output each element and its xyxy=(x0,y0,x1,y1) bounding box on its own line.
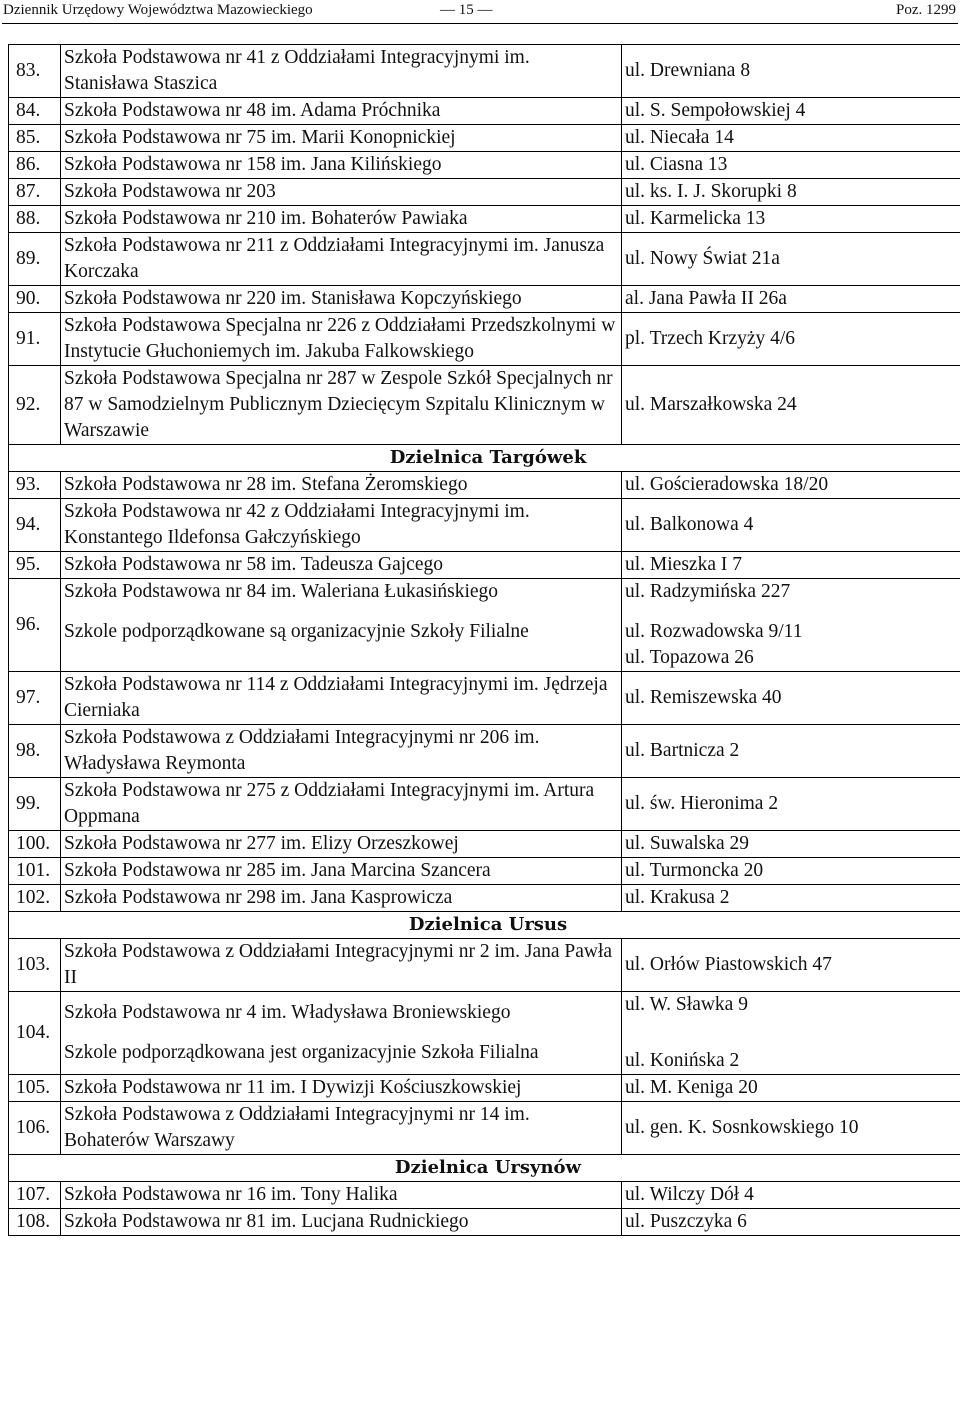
school-address: al. Jana Pawła II 26a xyxy=(622,286,960,313)
school-name: Szkoła Podstawowa Specjalna nr 287 w Zespole Szkół Specjalnych nr 87 w Samodzielnym Publicznym Dziecięcym Szpitalu Klinicznym w Warszawie xyxy=(61,366,622,445)
school-address: ul. S. Sempołowskiej 4 xyxy=(622,98,960,125)
address-line: ul. Rozwadowska 9/11 xyxy=(625,621,803,642)
table-row xyxy=(9,778,960,831)
row-number: 93. xyxy=(9,472,61,499)
school-name: Szkoła Podstawowa nr 220 im. Stanisława Kopczyńskiego xyxy=(61,286,622,313)
row-number: 100. xyxy=(9,831,61,858)
school-name: Szkoła Podstawowa nr 81 im. Lucjana Rudnickiego xyxy=(61,1209,622,1236)
table-row xyxy=(9,1182,960,1209)
row-number: 89. xyxy=(9,233,61,286)
row-number: 99. xyxy=(9,778,61,831)
row-number: 97. xyxy=(9,672,61,725)
table-row xyxy=(9,672,960,725)
table-row xyxy=(9,552,960,579)
table-row xyxy=(9,286,960,313)
table-row xyxy=(9,1075,960,1102)
table-row xyxy=(9,45,960,98)
school-note: Szkole podporządkowane są organizacyjnie Szkoły Filialne xyxy=(64,621,529,642)
row-number: 96. xyxy=(9,579,61,672)
district-header-row xyxy=(9,445,960,472)
school-name-line: Szkoła Podstawowa nr 4 im. Władysława Broniewskiego xyxy=(64,1002,511,1023)
table-row xyxy=(9,1209,960,1236)
school-name: Szkoła Podstawowa nr 16 im. Tony Halika xyxy=(61,1182,622,1209)
table-row xyxy=(9,233,960,286)
row-number: 94. xyxy=(9,499,61,552)
district-header-row xyxy=(9,1155,960,1182)
school-name: Szkoła Podstawowa nr 285 im. Jana Marcina Szancera xyxy=(61,858,622,885)
row-number: 95. xyxy=(9,552,61,579)
row-number: 90. xyxy=(9,286,61,313)
school-address: ul. Marszałkowska 24 xyxy=(622,366,960,445)
school-name xyxy=(61,992,622,1075)
page-number: — 15 — xyxy=(440,2,493,18)
address-line: ul. Konińska 2 xyxy=(625,1050,740,1071)
journal-title: Dziennik Urzędowy Województwa Mazowieckiego xyxy=(3,2,313,18)
school-name: Szkoła Podstawowa nr 211 z Oddziałami Integracyjnymi im. Janusza Korczaka xyxy=(61,233,622,286)
school-name: Szkoła Podstawowa nr 277 im. Elizy Orzeszkowej xyxy=(61,831,622,858)
school-address: ul. Gościeradowska 18/20 xyxy=(622,472,960,499)
school-address: ul. ks. I. J. Skorupki 8 xyxy=(622,179,960,206)
school-name: Szkoła Podstawowa nr 11 im. I Dywizji Kościuszkowskiej xyxy=(61,1075,622,1102)
row-number: 101. xyxy=(9,858,61,885)
row-number: 84. xyxy=(9,98,61,125)
district-header-row xyxy=(9,912,960,939)
row-number: 85. xyxy=(9,125,61,152)
school-name: Szkoła Podstawowa nr 275 z Oddziałami Integracyjnymi im. Artura Oppmana xyxy=(61,778,622,831)
table-row xyxy=(9,858,960,885)
school-address: pl. Trzech Krzyży 4/6 xyxy=(622,313,960,366)
school-address: ul. gen. K. Sosnkowskiego 10 xyxy=(622,1102,960,1155)
district-heading: Dzielnica Ursus xyxy=(9,912,960,939)
district-heading: Dzielnica Targówek xyxy=(9,445,960,472)
school-note: Szkole podporządkowana jest organizacyjnie Szkoła Filialna xyxy=(64,1042,539,1063)
table-row xyxy=(9,831,960,858)
school-name: Szkoła Podstawowa nr 48 im. Adama Próchnika xyxy=(61,98,622,125)
school-name: Szkoła Podstawowa z Oddziałami Integracyjnymi nr 2 im. Jana Pawła II xyxy=(61,939,622,992)
school-address: ul. Karmelicka 13 xyxy=(622,206,960,233)
page-header xyxy=(0,0,960,26)
table-row xyxy=(9,152,960,179)
header-rule xyxy=(2,23,958,24)
position-number: Poz. 1299 xyxy=(896,2,956,18)
table-row xyxy=(9,992,960,1075)
school-name: Szkoła Podstawowa nr 114 z Oddziałami Integracyjnymi im. Jędrzeja Cierniaka xyxy=(61,672,622,725)
table-row xyxy=(9,939,960,992)
school-address: ul. Mieszka I 7 xyxy=(622,552,960,579)
row-number: 107. xyxy=(9,1182,61,1209)
school-address xyxy=(622,579,960,672)
table-row xyxy=(9,499,960,552)
row-number: 88. xyxy=(9,206,61,233)
table-row xyxy=(9,98,960,125)
table-row xyxy=(9,179,960,206)
row-number: 103. xyxy=(9,939,61,992)
school-address: ul. Balkonowa 4 xyxy=(622,499,960,552)
school-address: ul. Puszczyka 6 xyxy=(622,1209,960,1236)
table-row xyxy=(9,313,960,366)
school-name xyxy=(61,579,622,672)
school-address: ul. Ciasna 13 xyxy=(622,152,960,179)
school-name: Szkoła Podstawowa z Oddziałami Integracyjnymi nr 206 im. Władysława Reymonta xyxy=(61,725,622,778)
address-line: ul. Topazowa 26 xyxy=(625,647,754,668)
school-name: Szkoła Podstawowa nr 203 xyxy=(61,179,622,206)
school-address: ul. M. Keniga 20 xyxy=(622,1075,960,1102)
school-name-line: Szkoła Podstawowa nr 84 im. Waleriana Łukasińskiego xyxy=(64,581,499,602)
row-number: 83. xyxy=(9,45,61,98)
district-heading: Dzielnica Ursynów xyxy=(9,1155,960,1182)
row-number: 102. xyxy=(9,885,61,912)
school-address: ul. Niecała 14 xyxy=(622,125,960,152)
school-name: Szkoła Podstawowa Specjalna nr 226 z Oddziałami Przedszkolnymi w Instytucie Głuchoniemych im. Jakuba Falkowskiego xyxy=(61,313,622,366)
row-number: 108. xyxy=(9,1209,61,1236)
table-row xyxy=(9,1102,960,1155)
table-row xyxy=(9,125,960,152)
school-address xyxy=(622,992,960,1075)
school-address: ul. Orłów Piastowskich 47 xyxy=(622,939,960,992)
table-row xyxy=(9,885,960,912)
table-row xyxy=(9,472,960,499)
row-number: 87. xyxy=(9,179,61,206)
school-name: Szkoła Podstawowa nr 158 im. Jana Kilińskiego xyxy=(61,152,622,179)
row-number: 91. xyxy=(9,313,61,366)
row-number: 92. xyxy=(9,366,61,445)
school-name: Szkoła Podstawowa nr 210 im. Bohaterów Pawiaka xyxy=(61,206,622,233)
row-number: 86. xyxy=(9,152,61,179)
school-name: Szkoła Podstawowa nr 58 im. Tadeusza Gajcego xyxy=(61,552,622,579)
school-address: ul. Drewniana 8 xyxy=(622,45,960,98)
table-row xyxy=(9,366,960,445)
school-name: Szkoła Podstawowa nr 42 z Oddziałami Integracyjnymi im. Konstantego Ildefonsa Gałczyńskiego xyxy=(61,499,622,552)
school-address: ul. Bartnicza 2 xyxy=(622,725,960,778)
row-number: 98. xyxy=(9,725,61,778)
row-number: 106. xyxy=(9,1102,61,1155)
table-row xyxy=(9,579,960,672)
table-row xyxy=(9,725,960,778)
school-name: Szkoła Podstawowa nr 298 im. Jana Kasprowicza xyxy=(61,885,622,912)
schools-table xyxy=(8,44,960,1236)
school-name: Szkoła Podstawowa nr 41 z Oddziałami Integracyjnymi im. Stanisława Staszica xyxy=(61,45,622,98)
table-row xyxy=(9,206,960,233)
school-address: ul. Remiszewska 40 xyxy=(622,672,960,725)
address-line: ul. Radzymińska 227 xyxy=(625,581,791,602)
school-address: ul. św. Hieronima 2 xyxy=(622,778,960,831)
school-address: ul. Nowy Świat 21a xyxy=(622,233,960,286)
address-line: ul. W. Sławka 9 xyxy=(625,994,748,1015)
row-number: 105. xyxy=(9,1075,61,1102)
school-address: ul. Wilczy Dół 4 xyxy=(622,1182,960,1209)
schools-table-body xyxy=(9,45,960,1236)
school-name: Szkoła Podstawowa nr 75 im. Marii Konopnickiej xyxy=(61,125,622,152)
school-address: ul. Suwalska 29 xyxy=(622,831,960,858)
school-name: Szkoła Podstawowa z Oddziałami Integracyjnymi nr 14 im. Bohaterów Warszawy xyxy=(61,1102,622,1155)
school-address: ul. Krakusa 2 xyxy=(622,885,960,912)
row-number: 104. xyxy=(9,992,61,1075)
school-name: Szkoła Podstawowa nr 28 im. Stefana Żeromskiego xyxy=(61,472,622,499)
school-address: ul. Turmoncka 20 xyxy=(622,858,960,885)
